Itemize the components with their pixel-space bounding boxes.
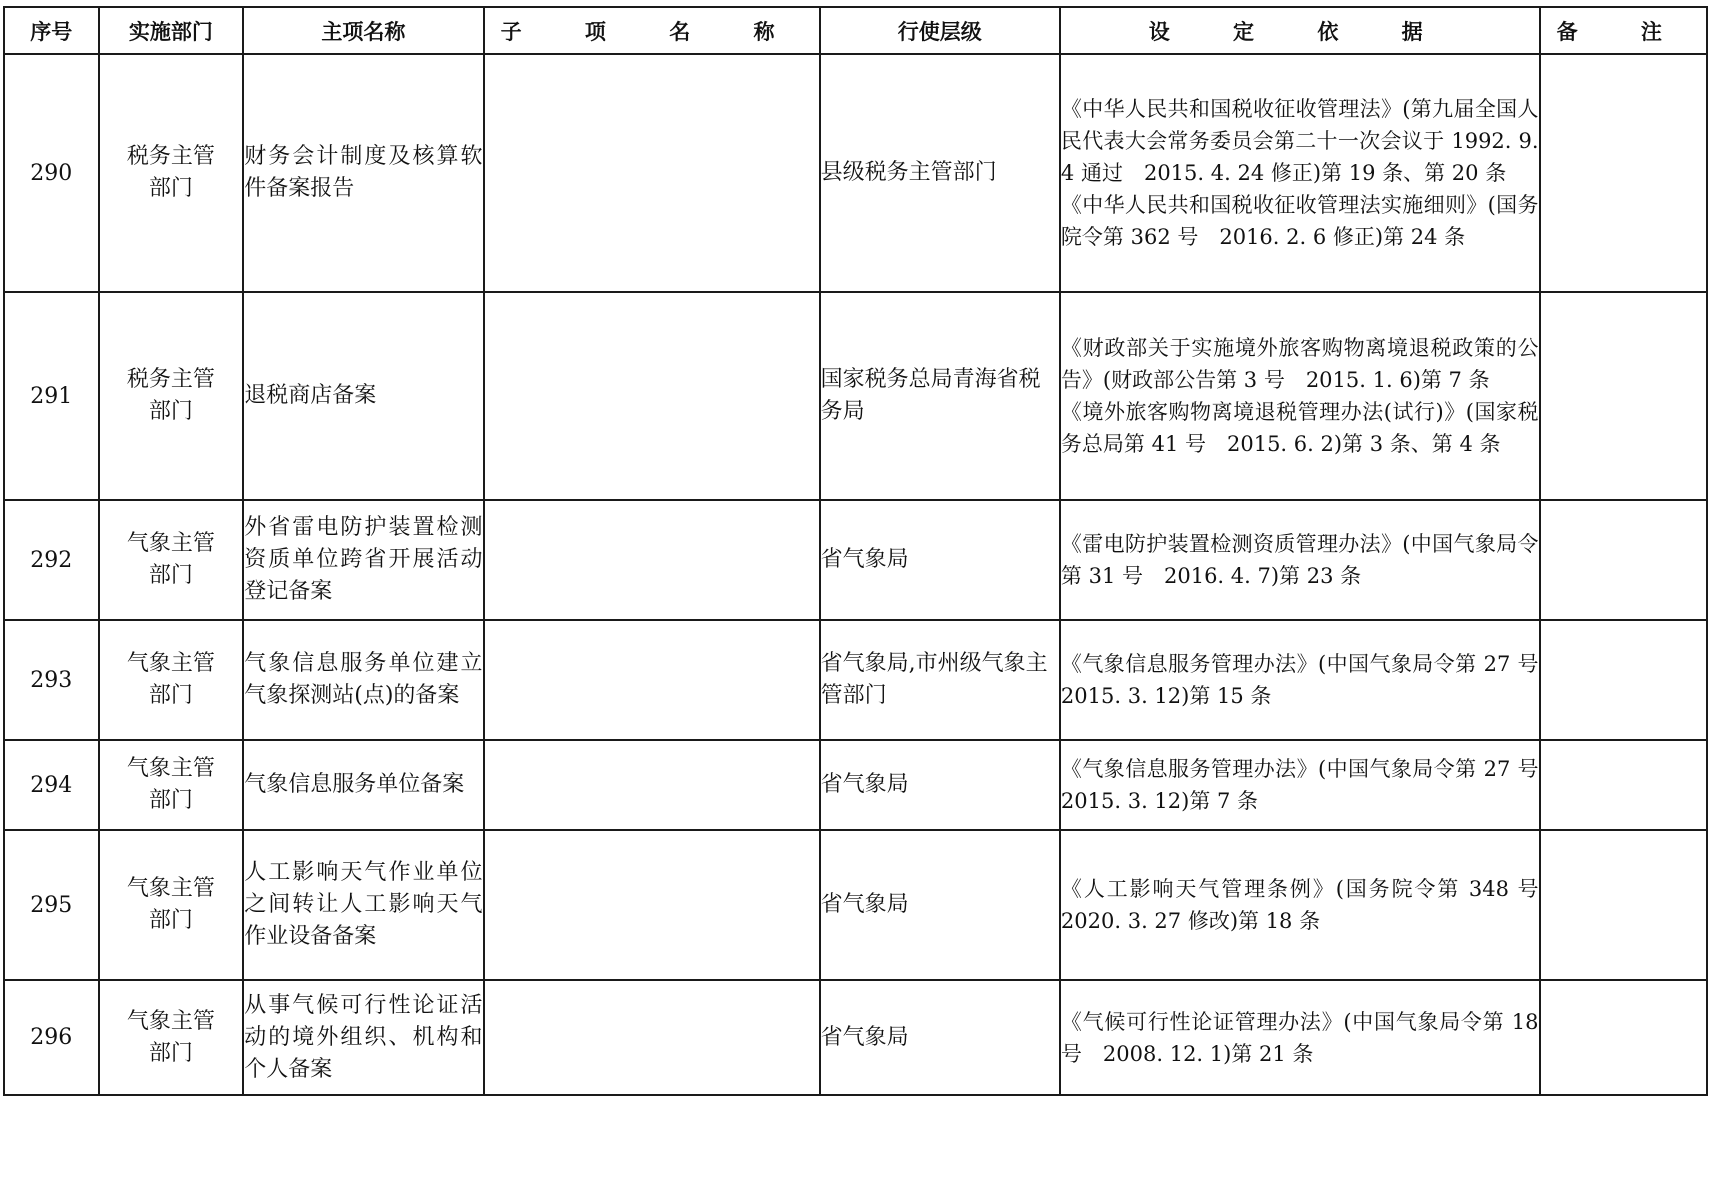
- row-dept: 气象主管 部门: [99, 620, 244, 740]
- row-sub: [484, 980, 820, 1095]
- row-sub: [484, 830, 820, 980]
- row-note: [1540, 740, 1708, 830]
- row-note: [1540, 500, 1708, 620]
- row-sub: [484, 54, 820, 292]
- table-row: [4, 54, 1707, 292]
- header-no: 序号: [4, 7, 99, 54]
- row-no: 294: [4, 740, 99, 830]
- header-sub: 子 项 名 称: [484, 7, 820, 54]
- row-note: [1540, 620, 1708, 740]
- row-level: 县级税务主管部门: [820, 54, 1060, 292]
- header-dept: 实施部门: [99, 7, 244, 54]
- row-note: [1540, 830, 1708, 980]
- row-basis: 《财政部关于实施境外旅客购物离境退税政策的公告》(财政部公告第 3 号 2015. 1. 6)第 7 条 《境外旅客购物离境退税管理办法(试行)》(国家税务总局第 41 号 2015. 6. 2)第 3 条、第 4 条: [1060, 292, 1540, 500]
- row-sub: [484, 620, 820, 740]
- row-dept: 气象主管 部门: [99, 500, 244, 620]
- row-item: 从事气候可行性论证活动的境外组织、机构和个人备案: [243, 980, 483, 1095]
- row-dept: 税务主管 部门: [99, 54, 244, 292]
- row-basis: 《人工影响天气管理条例》(国务院令第 348 号 2020. 3. 27 修改)第 18 条: [1060, 830, 1540, 980]
- row-basis: 《中华人民共和国税收征收管理法》(第九届全国人民代表大会常务委员会第二十一次会议于 1992. 9. 4 通过 2015. 4. 24 修正)第 19 条、第 20 条 《中华人民共和国税收征收管理法实施细则》(国务院令第 362 号 2016. 2. 6 修正)第 24 条: [1060, 54, 1540, 292]
- header-basis: 设 定 依 据: [1060, 7, 1540, 54]
- row-no: 291: [4, 292, 99, 500]
- row-item: 气象信息服务单位建立气象探测站(点)的备案: [243, 620, 483, 740]
- header-level: 行使层级: [820, 7, 1060, 54]
- header-row: [4, 7, 1707, 54]
- row-item: 人工影响天气作业单位之间转让人工影响天气作业设备备案: [243, 830, 483, 980]
- row-basis: 《雷电防护装置检测资质管理办法》(中国气象局令第 31 号 2016. 4. 7)第 23 条: [1060, 500, 1540, 620]
- row-dept: 气象主管 部门: [99, 830, 244, 980]
- table-row: [4, 500, 1707, 620]
- row-level: 省气象局,市州级气象主管部门: [820, 620, 1060, 740]
- header-note: 备 注: [1540, 7, 1708, 54]
- row-no: 292: [4, 500, 99, 620]
- row-no: 290: [4, 54, 99, 292]
- row-sub: [484, 740, 820, 830]
- row-item: 退税商店备案: [243, 292, 483, 500]
- row-note: [1540, 54, 1708, 292]
- row-no: 293: [4, 620, 99, 740]
- row-note: [1540, 292, 1708, 500]
- table-row: [4, 292, 1707, 500]
- row-level: 省气象局: [820, 980, 1060, 1095]
- row-no: 296: [4, 980, 99, 1095]
- row-level: 省气象局: [820, 830, 1060, 980]
- record-table: [3, 6, 1708, 1096]
- row-basis: 《气象信息服务管理办法》(中国气象局令第 27 号 2015. 3. 12)第 15 条: [1060, 620, 1540, 740]
- row-level: 省气象局: [820, 500, 1060, 620]
- row-item: 气象信息服务单位备案: [243, 740, 483, 830]
- header-item: 主项名称: [243, 7, 483, 54]
- table-row: [4, 830, 1707, 980]
- row-level: 省气象局: [820, 740, 1060, 830]
- row-dept: 气象主管 部门: [99, 980, 244, 1095]
- row-sub: [484, 292, 820, 500]
- row-no: 295: [4, 830, 99, 980]
- row-basis: 《气候可行性论证管理办法》(中国气象局令第 18 号 2008. 12. 1)第 21 条: [1060, 980, 1540, 1095]
- row-dept: 气象主管 部门: [99, 740, 244, 830]
- row-note: [1540, 980, 1708, 1095]
- row-dept: 税务主管 部门: [99, 292, 244, 500]
- row-basis: 《气象信息服务管理办法》(中国气象局令第 27 号 2015. 3. 12)第 7 条: [1060, 740, 1540, 830]
- row-item: 财务会计制度及核算软件备案报告: [243, 54, 483, 292]
- table-row: [4, 980, 1707, 1095]
- row-level: 国家税务总局青海省税务局: [820, 292, 1060, 500]
- table-row: [4, 620, 1707, 740]
- row-item: 外省雷电防护装置检测资质单位跨省开展活动登记备案: [243, 500, 483, 620]
- row-sub: [484, 500, 820, 620]
- table-row: [4, 740, 1707, 830]
